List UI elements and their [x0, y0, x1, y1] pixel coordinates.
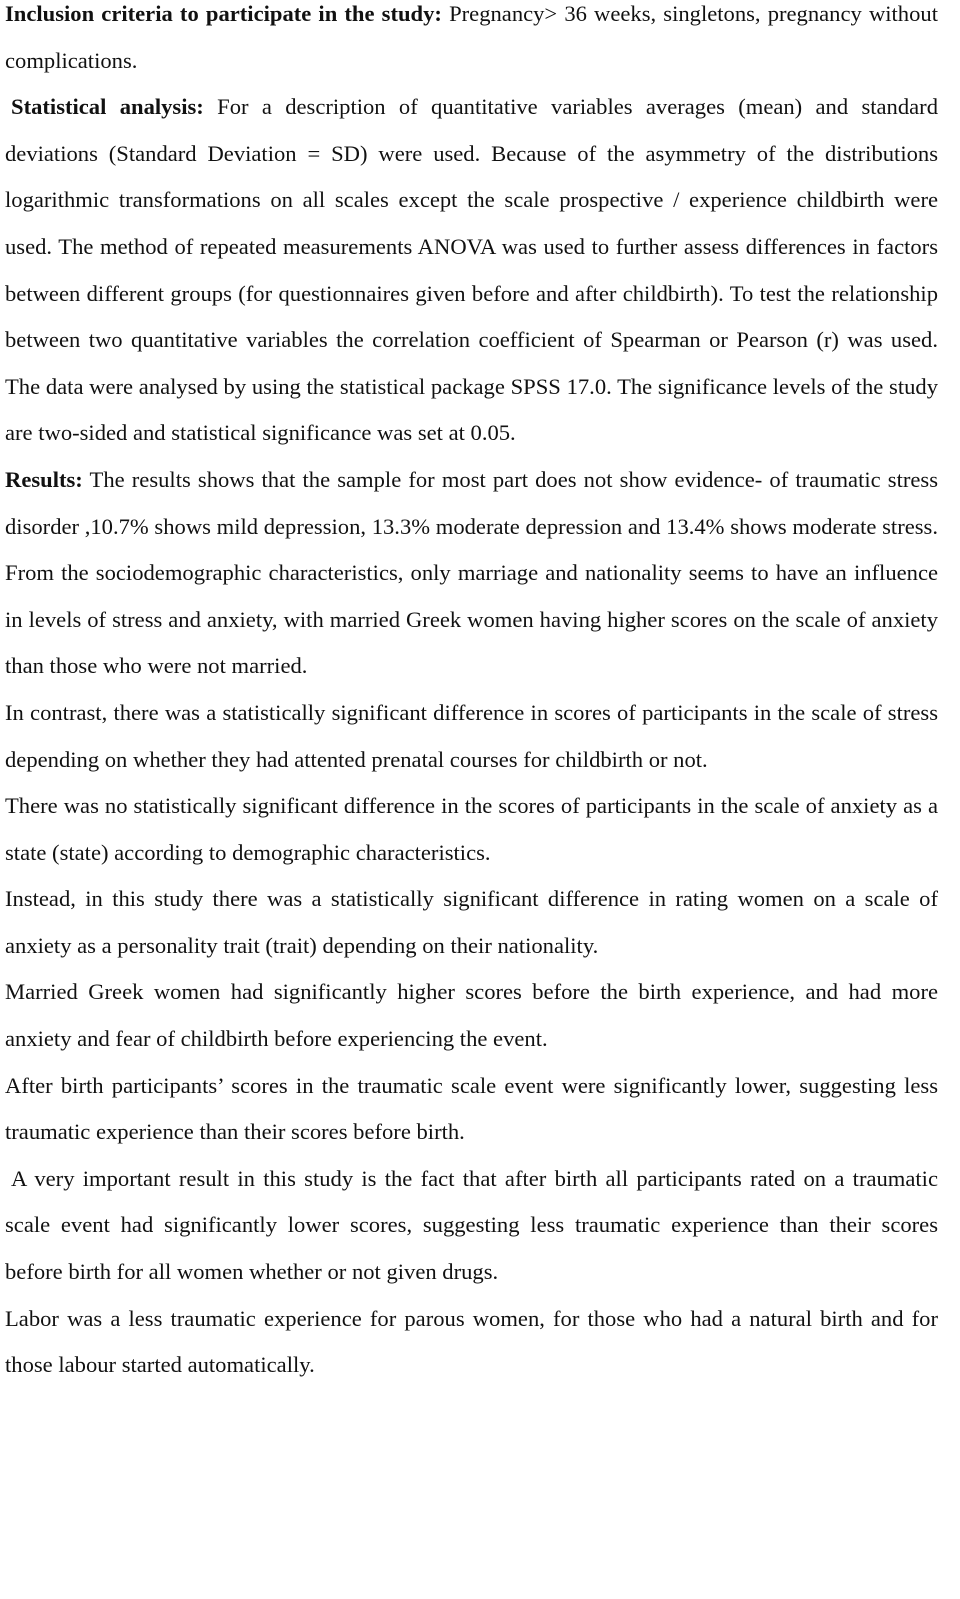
- paragraph-text: Instead, in this study there was a statistically significant difference in rating women on a scale of anxiety as a personality trait (trait) depending on their nationality.: [5, 886, 938, 958]
- paragraph-inclusion-criteria: [5, 0, 938, 84]
- paragraph-trait-anxiety: [5, 876, 938, 969]
- results-text: The results shows that the sample for most part does not show evidence- of traumatic stress disorder ,10.7% shows mild depression, 13.3% moderate depression and 13.4% shows moderate stress. From the sociodemographic characteristics, only marriage and nationality seems to have an influence in levels of stress and anxiety, with married Greek women having higher scores on the scale of anxiety than those who were not married.: [5, 466, 938, 679]
- paragraph-prenatal-courses: [5, 690, 938, 783]
- paragraph-text: Labor was a less traumatic experience for parous women, for those who had a natural birth and for those labour started automatically.: [5, 1305, 938, 1378]
- paragraph-results: [5, 457, 938, 690]
- paragraph-text: A very important result in this study is the fact that after birth all participants rated on a traumatic scale event had significantly lower scores, suggesting less traumatic experience than their scores before birth for all women whether or not given drugs.: [5, 1165, 938, 1285]
- paragraph-after-birth: [5, 1063, 938, 1156]
- paragraph-text: After birth participants’ scores in the traumatic scale event were significantly lower, suggesting less traumatic experience than their scores before birth.: [5, 1072, 938, 1145]
- paragraph-text: There was no statistically significant difference in the scores of participants in the scale of anxiety as a state (state) according to demographic characteristics.: [5, 793, 938, 865]
- paragraph-statistical-analysis: [5, 84, 938, 457]
- document-page: [5, 0, 938, 1389]
- paragraph-text: In contrast, there was a statistically significant difference in scores of participants in the scale of stress depending on whether they had attented prenatal courses for childbirth or not.: [5, 699, 938, 772]
- results-heading: Results:: [5, 466, 83, 492]
- paragraph-labor: [5, 1296, 938, 1389]
- statistical-analysis-heading: Statistical analysis:: [11, 94, 204, 120]
- inclusion-criteria-heading: Inclusion criteria to participate in the study:: [5, 1, 442, 26]
- paragraph-state-anxiety: [5, 783, 938, 876]
- paragraph-married-greek-women: [5, 969, 938, 1062]
- inclusion-criteria-text: Pregnancy> 36 weeks, singletons, pregnancy without complications.: [5, 1, 938, 73]
- statistical-analysis-text: For a description of quantitative variables averages (mean) and standard deviations (Standard Deviation = SD) were used. Because of the asymmetry of the distributions logarithmic transformations on all scales except the scale prospective / experience childbirth were used. The method of repeated measurements ANOVA was used to further assess differences in factors between different groups (for questionnaires given before and after childbirth). To test the relationship between two quantitative variables the correlation coefficient of Spearman or Pearson (r) was used. The data were analysed by using the statistical package SPSS 17.0. The significance levels of the study are two-sided and statistical significance was set at 0.05.: [5, 94, 938, 446]
- paragraph-important-result: [5, 1156, 938, 1296]
- paragraph-text: Married Greek women had significantly higher scores before the birth experience, and had more anxiety and fear of childbirth before experiencing the event.: [5, 979, 938, 1052]
